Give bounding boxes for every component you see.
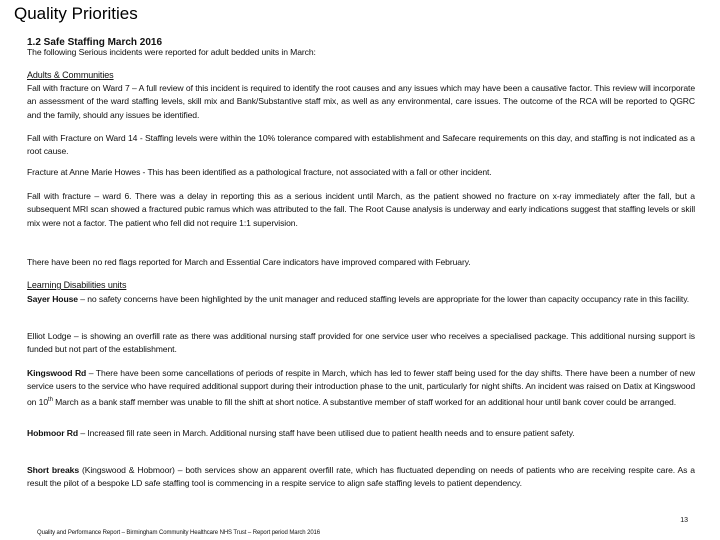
unit-name: Sayer House [27,294,78,304]
page-title: Quality Priorities [14,4,138,23]
unit-text: (Kingswood & Hobmoor) – both services show an apparent overfill rate, which has fluctuated depending on needs of patients who are receiving respite care. As a result the pilot of a bespoke LD safe staffing tool is commencing in a respite service to align safe staffing levels to patient dependency. [27,465,695,489]
unit-name: Elliot Lodge [27,331,72,341]
paragraph-ward7: Fall with fracture on Ward 7 – A full review of this incident is required to identify the root causes and any issues which may have been a causative factor. This review will incorporate an assessment of the ward staffing levels, skill mix and Bank/Substantive staff mix, as well as any environmental, care issues. The outcome of the RCA will be reported to QGRC and the family, should any issues be identified. [27,83,695,120]
superscript: th [48,396,53,403]
ld-short-breaks [27,464,695,491]
paragraph-ward14: Fall with Fracture on Ward 14 - Staffing levels were within the 10% tolerance compared with establishment and Safecare requirements on this day, and staffing is not indicated as a root cause. [27,133,695,157]
section-heading: 1.2 Safe Staffing March 2016 [27,37,163,48]
intro-text: The following Serious incidents were reported for adult bedded units in March: [27,47,316,57]
unit-text: – no safety concerns have been highlighted by the unit manager and reduced staffing levels are appropriate for the lower than capacity occupancy rate in this facility. [77,294,690,304]
unit-text: March as a bank staff member was unable to fill the shift at short notice. A substantive member of staff worked for an additional hour until bank cover could be arranged. [52,396,676,407]
unit-name: Short breaks [27,465,79,475]
ld-sayer-house [27,293,695,306]
footer: Quality and Performance Report – Birmingham Community Healthcare NHS Trust – Report period March 2016 [37,530,321,536]
unit-name: Kingswood Rd [27,368,87,378]
ld-hobmoor-rd [27,427,695,440]
unit-text: – Increased fill rate seen in March. Additional nursing staff have been utilised due to patient health needs and to ensure patient safety. [78,428,575,438]
page-number: 13 [680,517,688,524]
unit-text: – There have been some cancellations of periods of respite in March, which has led to fewer staff being used for the day shifts. There have been a number of new service users to the service who have required additional support during their introduction phase to the unit, particularly for night shifts. An incident was raised on Datix at Kingswood on 10 [27,368,695,407]
ld-elliot-lodge [27,330,695,357]
ld-kingswood-rd [27,367,695,409]
paragraph-red-flags: There have been no red flags reported for March and Essential Care indicators have improved compared with February. [27,257,471,267]
unit-text: – is showing an overfill rate as there was additional nursing staff provided for one service user who receives a specialised package. This additional nursing support is funded but not part of the establishment. [27,331,695,355]
unit-name: Hobmoor Rd [27,428,79,438]
paragraph-anne-marie-howes: Fracture at Anne Marie Howes - This has been identified as a pathological fracture, not associated with a fall or other incident. [27,167,492,177]
paragraph-ward6: Fall with fracture – ward 6. There was a delay in reporting this as a serious incident until March, as the patient showed no fracture on x-ray immediately after the fall, but a subsequent MRI scan showed a fractured pubic ramus which was attributed to the fall. The Root Cause analysis is underway and early indications suggest that staffing levels or skill mix were not a factor. The patient who fell did not require 1:1 supervision. [27,191,695,228]
adults-heading: Adults & Communities [27,70,114,80]
ld-heading: Learning Disabilities units [27,280,127,290]
